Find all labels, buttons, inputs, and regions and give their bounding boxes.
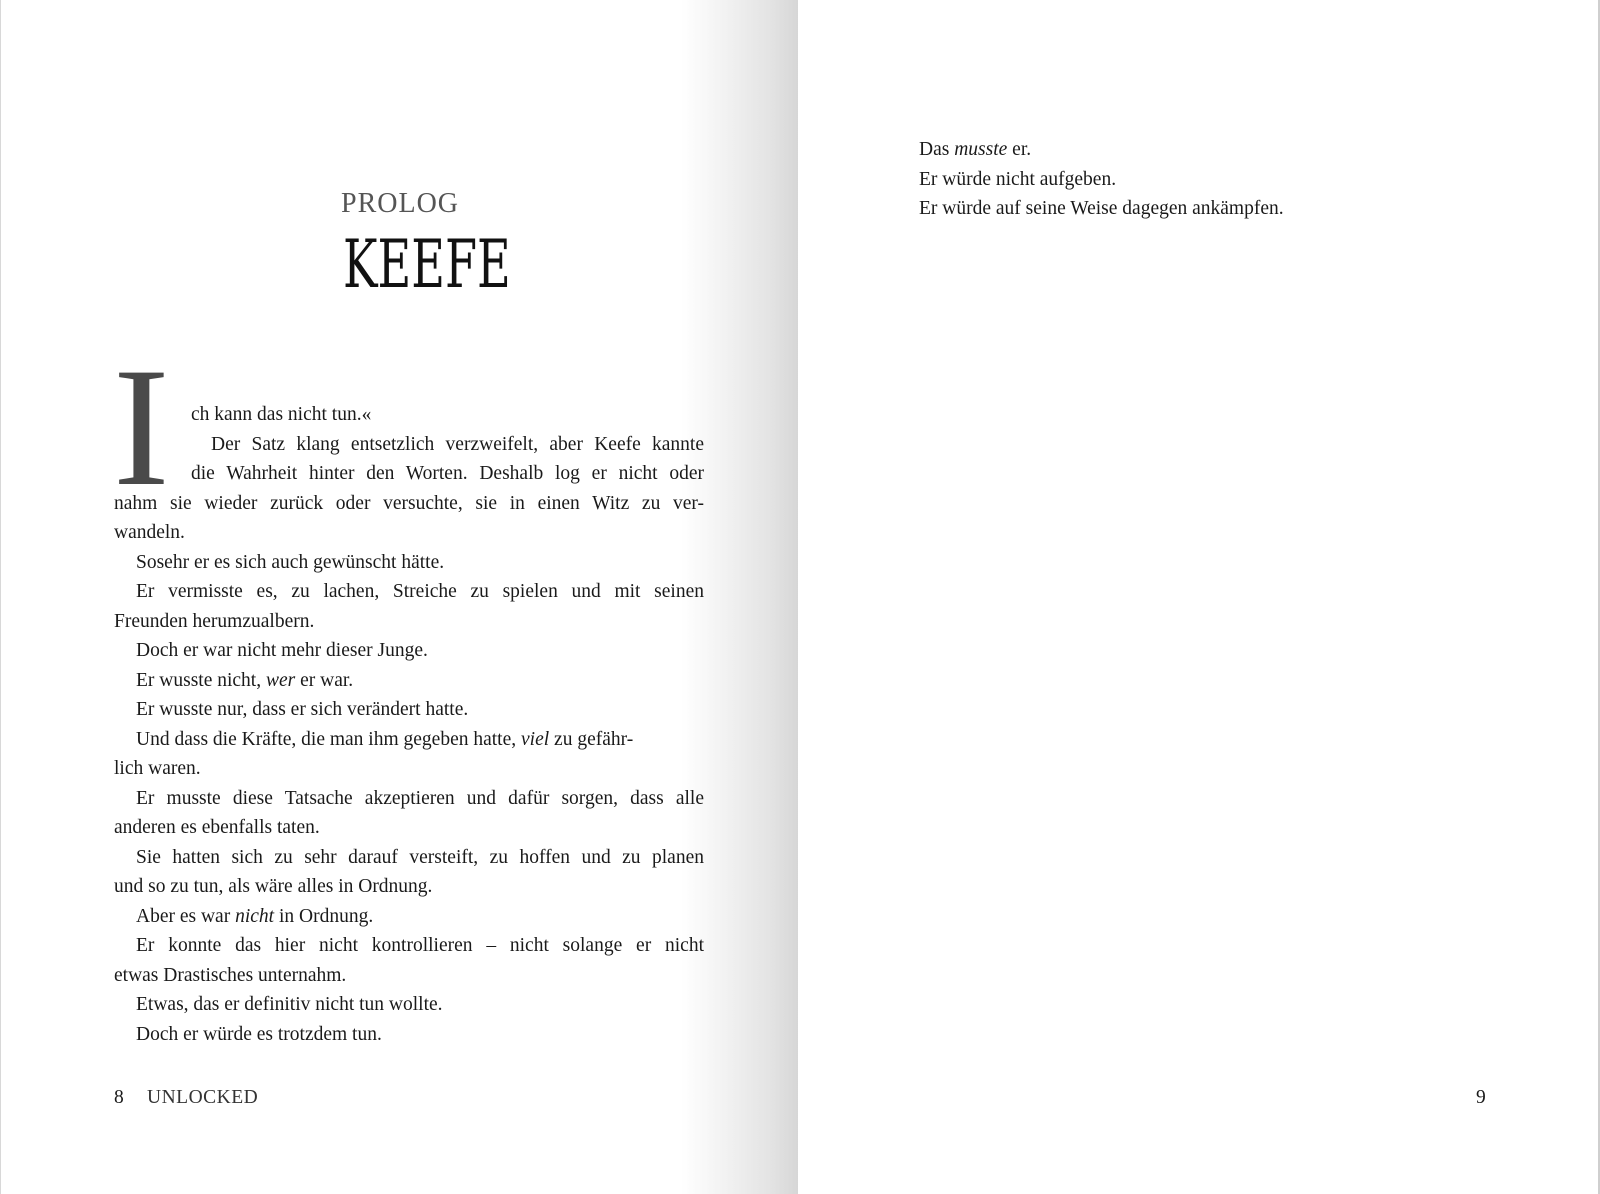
text-line-content: Er konnte das hier nicht kontrollieren – nicht solange er nicht — [136, 935, 704, 956]
drop-cap: I — [113, 333, 170, 521]
text-run: zu gefähr- — [549, 728, 634, 750]
text-run-italic: wer — [265, 669, 296, 691]
text-line: wandeln. — [114, 522, 185, 543]
text-line: und so zu tun, als wäre alles in Ordnung. — [114, 876, 433, 897]
text-line: lich waren. — [114, 758, 201, 779]
text-line-content: die Wahrheit hinter den Worten. Deshalb log er nicht oder — [191, 463, 704, 484]
text-line — [114, 725, 704, 755]
text-run: Aber es war — [136, 905, 236, 927]
text-run: er. — [1007, 139, 1032, 160]
text-line: Er wusste nur, dass er sich verändert hatte. — [136, 699, 469, 720]
page-number: 8 — [114, 1087, 124, 1108]
text-line: nahm sie wieder zurück oder versuchte, sie in einen Witz zu ver- — [114, 492, 704, 514]
text-line: Sosehr er es sich auch gewünscht hätte. — [136, 551, 445, 573]
text-run: Er wusste nicht, — [136, 669, 266, 691]
text-line — [114, 577, 704, 607]
text-run: Und dass die Kräfte, die man ihm gegeben hatte, — [136, 728, 522, 750]
text-line: anderen es ebenfalls taten. — [114, 817, 320, 838]
text-line: Doch er würde es trotzdem tun. — [136, 1023, 382, 1045]
chapter-title: KEEFE — [343, 226, 511, 303]
text-run-italic: nicht — [235, 905, 275, 927]
text-run-italic: viel — [521, 728, 550, 750]
text-line — [114, 931, 704, 961]
text-line: Er würde auf seine Weise dagegen ankämpfen. — [919, 198, 1284, 219]
text-line: ch kann das nicht tun.« — [191, 404, 372, 425]
text-line: Etwas, das er definitiv nicht tun wollte. — [136, 994, 443, 1015]
text-line: etwas Drastisches unternahm. — [114, 964, 347, 986]
text-run: er war. — [295, 669, 354, 691]
text-line-content: Sie hatten sich zu sehr darauf versteift, zu hoffen und zu planen — [136, 846, 704, 868]
body-text — [114, 400, 704, 1049]
text-run: Das — [919, 139, 955, 160]
text-line — [919, 135, 1479, 165]
text-run-italic: musste — [954, 139, 1008, 160]
text-line — [114, 430, 704, 460]
text-line-content: Er musste diese Tatsache akzeptieren und dafür sorgen, dass alle — [136, 787, 704, 809]
body-text-right — [919, 135, 1479, 224]
text-run: in Ordnung. — [274, 905, 374, 927]
text-line: Er würde nicht aufgeben. — [919, 168, 1117, 190]
text-line — [114, 902, 704, 932]
chapter-label: PROLOG — [341, 188, 460, 219]
text-line — [114, 666, 704, 696]
text-line-content: Er vermisste es, zu lachen, Streiche zu spielen und mit seinen — [136, 581, 704, 602]
text-line — [114, 459, 704, 489]
text-line — [114, 784, 704, 814]
left-page — [0, 0, 798, 1194]
text-line-content: Der Satz klang entsetzlich verzweifelt, aber Keefe kannte — [211, 433, 704, 455]
text-line: Doch er war nicht mehr dieser Junge. — [136, 640, 428, 661]
text-line — [114, 843, 704, 873]
running-title: UNLOCKED — [147, 1087, 259, 1108]
page-number: 9 — [1476, 1087, 1486, 1108]
text-line: Freunden herumzualbern. — [114, 610, 315, 632]
